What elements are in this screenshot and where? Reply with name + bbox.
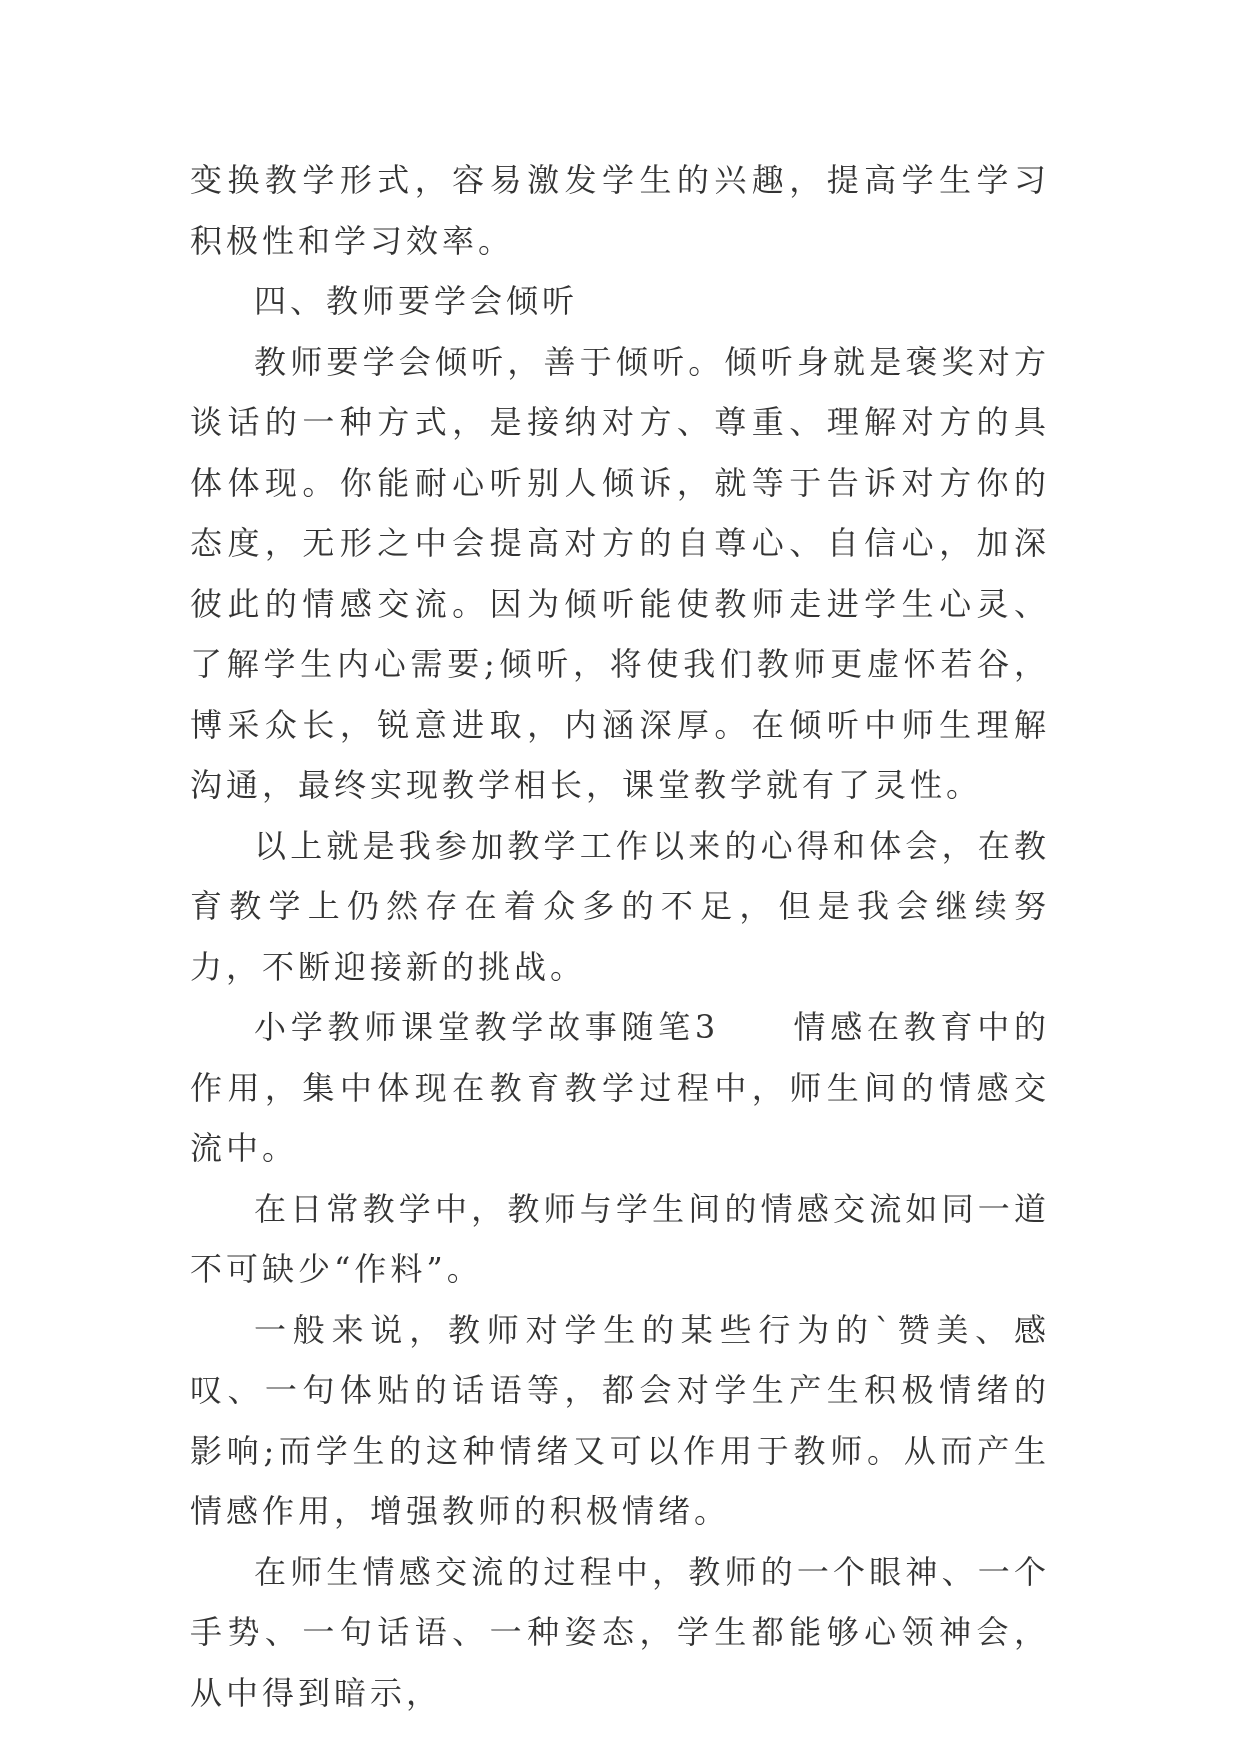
paragraph-conclusion: 以上就是我参加教学工作以来的心得和体会，在教育教学上仍然存在着众多的不足，但是我会继续努力，不断迎接新的挑战。: [190, 826, 1050, 986]
paragraph-emotional-exchange: 在师生情感交流的过程中，教师的一个眼神、一个手势、一句话语、一种姿态，学生都能够心领神会，从中得到暗示，: [190, 1552, 1050, 1712]
paragraph-essay-3-intro: 小学教师课堂教学故事随笔3 情感在教育中的作用，集中体现在教育教学过程中，师生间的情感交流中。: [190, 1008, 1050, 1167]
paragraph-daily-teaching: 在日常教学中，教师与学生间的情感交流如同一道不可缺少“作料”。: [190, 1189, 1050, 1288]
paragraph-1: 变换教学形式，容易激发学生的兴趣，提高学生学习积极性和学习效率。: [190, 161, 1050, 260]
paragraph-listening: 教师要学会倾听，善于倾听。倾听身就是褒奖对方谈话的一种方式，是接纳对方、尊重、理解对方的具体体现。你能耐心听别人倾诉，就等于告诉对方你的态度，无形之中会提高对方的自尊心、自信心，加深彼此的情感交流。因为倾听能使教师走进学生心灵、了解学生内心需要;倾听，将使我们教师更虚怀若谷，博采众长，锐意进取，内涵深厚。在倾听中师生理解沟通，最终实现教学相长，课堂教学就有了灵性。: [190, 342, 1050, 804]
paragraph-praise: 一般来说，教师对学生的某些行为的`赞美、感叹、一句体贴的话语等，都会对学生产生积极情绪的影响;而学生的这种情绪又可以作用于教师。从而产生情感作用，增强教师的积极情绪。: [190, 1310, 1050, 1530]
document-page: [190, 150, 1050, 1723]
section-heading-listening: 四、教师要学会倾听: [254, 282, 579, 320]
